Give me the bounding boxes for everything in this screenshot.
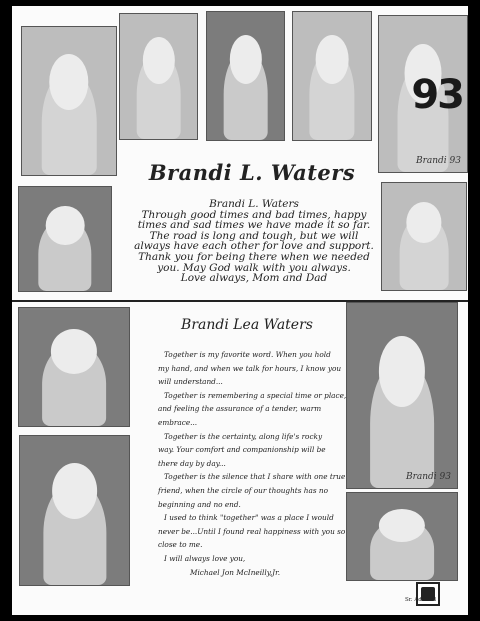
page-number: 331 bbox=[426, 597, 437, 603]
poem-line: beginning and no end. bbox=[158, 499, 241, 509]
message-line: times and sad times we have made it so far. bbox=[137, 219, 371, 232]
jersey-number: 93 bbox=[411, 72, 463, 118]
poem-line: I will always love you, bbox=[164, 553, 246, 563]
senior-portrait-photo bbox=[346, 302, 458, 489]
child-photo-2 bbox=[292, 11, 372, 141]
section-label: Sr. Ads bbox=[405, 597, 425, 603]
toddler-photo bbox=[119, 13, 198, 140]
message-line: Love always, Mom and Dad bbox=[180, 272, 328, 285]
poem-line: there day by day... bbox=[158, 458, 226, 468]
poem-line: Together is the silence that I share with one true bbox=[164, 472, 346, 482]
message-line: Thank you for being there when we needed bbox=[138, 250, 370, 263]
poem bbox=[158, 348, 350, 579]
message-line: Through good times and bad times, happy bbox=[141, 208, 367, 221]
photo-signature: Brandi 93 bbox=[405, 472, 451, 482]
section1-title: Brandi L. Waters bbox=[148, 160, 356, 185]
message-line: always have each other for love and support. bbox=[134, 240, 374, 253]
poem-line: Together is the certainty, along life's rocky bbox=[164, 431, 323, 441]
page-footer bbox=[405, 597, 437, 603]
poem-line: I used to think "together" was a place I would bbox=[164, 513, 334, 523]
message-line: The road is long and tough, but we will bbox=[149, 229, 359, 242]
couple-photo bbox=[346, 492, 458, 581]
poem-line: and feeling the assurance of a tender, warm bbox=[158, 404, 322, 414]
poem-line: will understand... bbox=[158, 377, 223, 387]
poem-line: my hand, and when we talk for hours, I know you bbox=[158, 363, 342, 373]
poem-line: way. Your comfort and companionship will be bbox=[158, 445, 326, 455]
communion-photo bbox=[381, 182, 467, 291]
poem-line: Together is my favorite word. When you hold bbox=[164, 350, 331, 359]
couple-truck-photo bbox=[18, 307, 130, 427]
poem-line: never be...Until I found real happiness with you so bbox=[158, 526, 346, 536]
photo-signature: Brandi 93 bbox=[415, 156, 461, 166]
poem-line: Together is remembering a special time or place, bbox=[164, 390, 347, 400]
baby-photo bbox=[21, 26, 117, 176]
section2-title: Brandi Lea Waters bbox=[181, 317, 313, 333]
poem-line: close to me. bbox=[158, 540, 203, 550]
poem-signature: Michael Jon McIneilly,Jr. bbox=[190, 567, 281, 577]
message-line: you. May God walk with you always. bbox=[157, 261, 351, 274]
message-line: Brandi L. Waters bbox=[209, 198, 299, 210]
girl-garden-photo bbox=[18, 186, 112, 292]
child-photo-1 bbox=[206, 11, 285, 141]
jacket-portrait-photo bbox=[19, 435, 130, 586]
yearbook-page bbox=[12, 6, 468, 615]
parent-message bbox=[132, 199, 376, 284]
poem-line: friend, when the circle of our thoughts has no bbox=[158, 485, 328, 495]
poem-line: embrace... bbox=[158, 417, 198, 427]
cheerleader-photo bbox=[378, 15, 468, 173]
